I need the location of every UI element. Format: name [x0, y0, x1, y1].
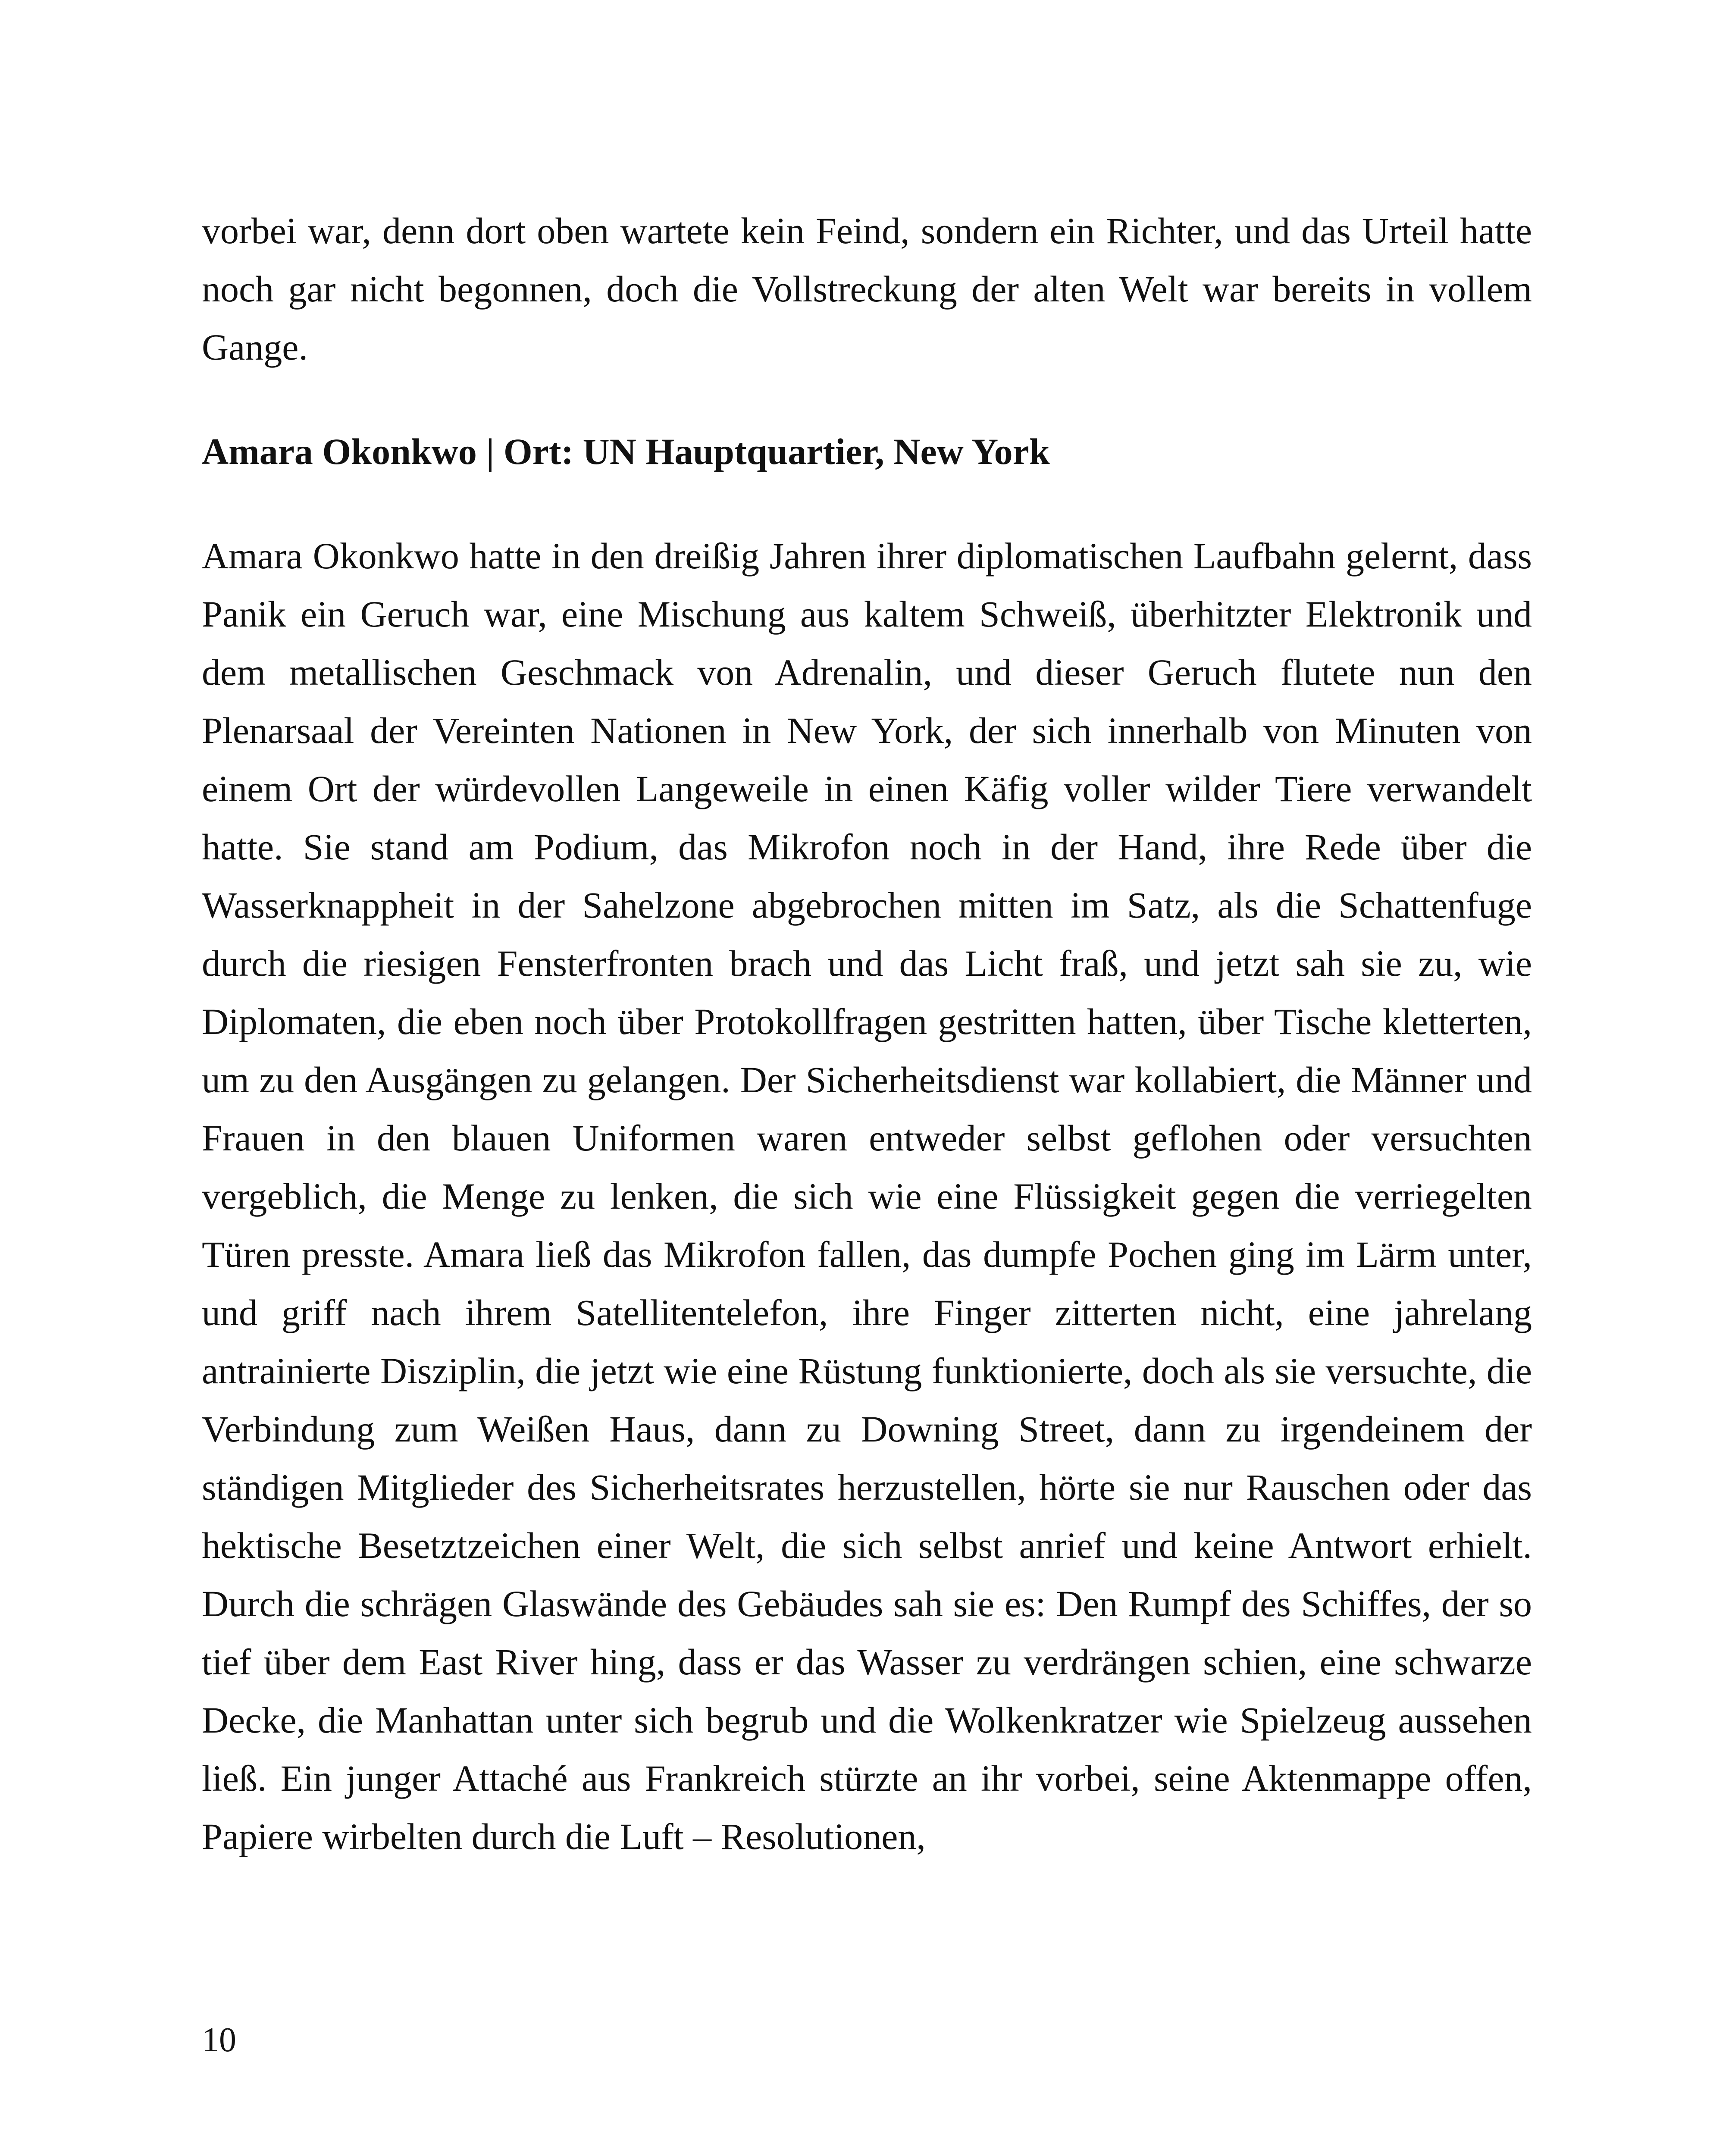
page-number: 10 — [202, 2021, 236, 2059]
paragraph-continued: vorbei war, denn dort oben wartete kein Feind, sondern ein Richter, und das Urteil hatte noch gar nicht begonnen, doch die Vollstreckung der alten Welt war bereits in vollem Gange. — [202, 210, 1532, 368]
paragraph-main: Amara Okonkwo hatte in den dreißig Jahren ihrer diplomatischen Laufbahn gelernt, dass Panik ein Geruch war, eine Mischung aus kaltem Schweiß, überhitzter Elektronik und dem metallischen Geschmack von Adrenalin, und dieser Geruch flutete nun den Plenarsaal der Vereinten Nationen in New York, der sich innerhalb von Minuten von einem Ort der würdevollen Langeweile in einen Käfig voller wilder Tiere verwandelt hatte. Sie stand am Podium, das Mikrofon noch in der Hand, ihre Rede über die Wasserknappheit in der Sahelzone abgebrochen mitten im Satz, als die Schattenfuge durch die riesigen Fensterfronten brach und das Licht fraß, und jetzt sah sie zu, wie Diplomaten, die eben noch über Protokollfragen gestritten hatten, über Tische kletterten, um zu den Ausgängen zu gelangen. Der Sicherheitsdienst war kollabiert, die Männer und Frauen in den blauen Uniformen waren entweder selbst geflohen oder versuchten vergeblich, die Menge zu lenken, die sich wie eine Flüssigkeit gegen die verriegelten Türen presste. Amara ließ das Mikrofon fallen, das dumpfe Pochen ging im Lärm unter, und griff nach ihrem Satellitentelefon, ihre Finger zitterten nicht, eine jahrelang antrainierte Disziplin, die jetzt wie eine Rüstung funktionierte, doch als sie versuchte, die Verbindung zum Weißen Haus, dann zu Downing Street, dann zu irgendeinem der ständigen Mitglieder des Sicherheitsrates herzustellen, hörte sie nur Rauschen oder das hektische Besetztzeichen einer Welt, die sich selbst anrief und keine Antwort erhielt. Durch die schrägen Glaswände des Gebäudes sah sie es: Den Rumpf des Schiffes, der so tief über dem East River hing, dass er das Wasser zu verdrängen schien, eine schwarze Decke, die Manhattan unter sich begrub und die Wolkenkratzer wie Spielzeug aussehen ließ. Ein junger Attaché aus Frankreich stürzte an ihr vorbei, seine Aktenmappe offen, Papiere wirbelten durch die Luft – Resolutionen, — [202, 535, 1532, 1857]
section-heading: Amara Okonkwo | Ort: UN Hauptquartier, New York — [202, 431, 1050, 472]
